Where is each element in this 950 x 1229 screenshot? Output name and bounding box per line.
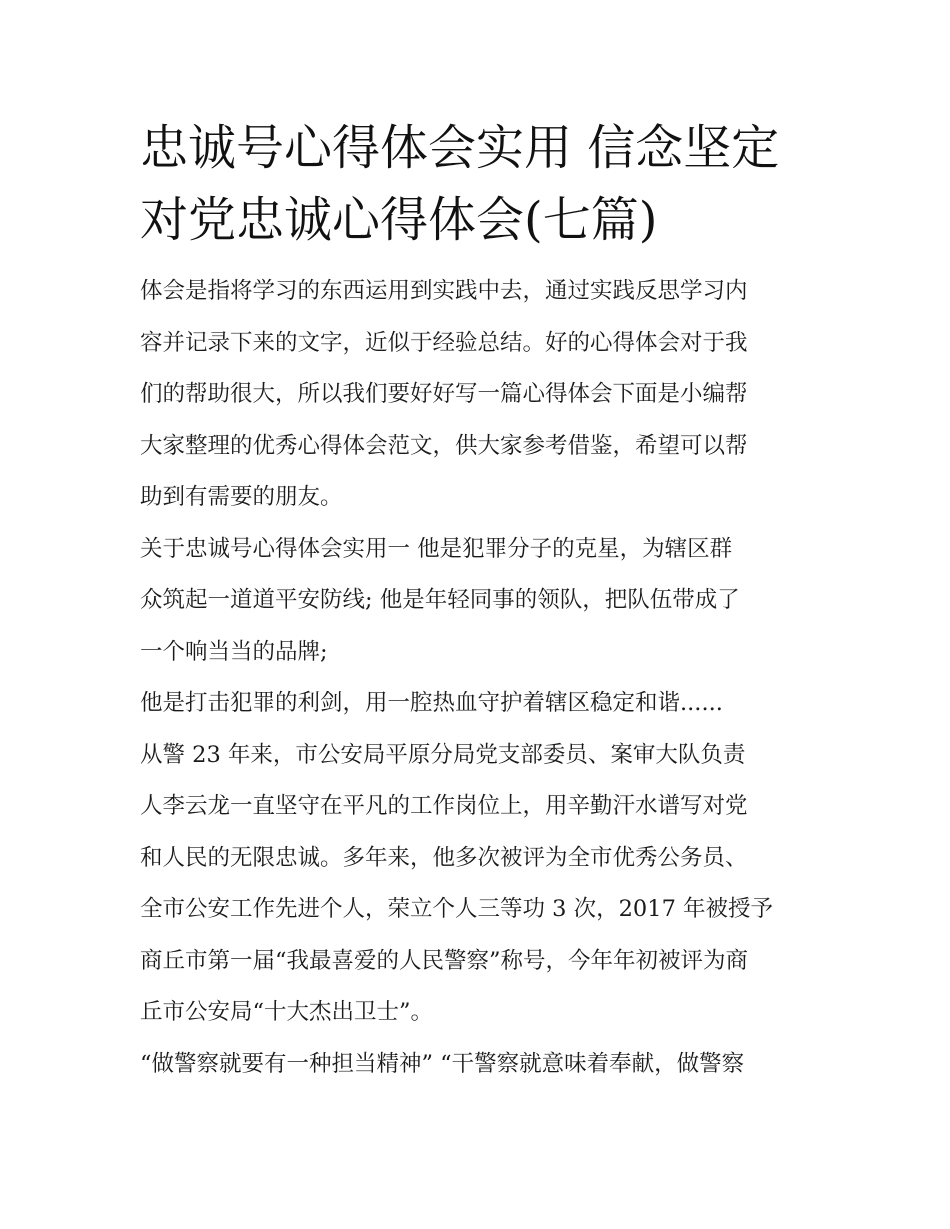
- body-line: 丘市公安局“十大杰出卫士”。: [140, 999, 434, 1025]
- document-title: [140, 112, 820, 256]
- body-line: 和人民的无限忠诚。多年来，他多次被评为全市优秀公务员、: [140, 844, 748, 871]
- body-line: 助到有需要的朋友。: [140, 484, 343, 510]
- body-line: 一个响当当的品牌;: [140, 638, 328, 665]
- body-line: “做警察就要有一种担当精神” “干警察就意味着奉献，做警察: [140, 1050, 745, 1077]
- body-line: 人李云龙一直坚守在平凡的工作岗位上，用辛勤汗水谱写对党: [140, 793, 748, 819]
- body-line: 商丘市第一届“我最喜爱的人民警察”称号，今年年初被评为商: [140, 947, 749, 974]
- body-line: 众筑起一道道平安防线; 他是年轻同事的领队，把队伍带成了: [140, 587, 740, 613]
- body-line: 从警 23 年来，市公安局平原分局党支部委员、案审大队负责: [140, 741, 746, 768]
- body-line: 大家整理的优秀心得体会范文，供大家参考借鉴，希望可以帮: [140, 432, 748, 459]
- document-body: [140, 266, 820, 1090]
- body-line: 全市公安工作先进个人，荣立个人三等功 3 次，2017 年被授予: [140, 896, 774, 922]
- body-line: 他是打击犯罪的利剑，用一腔热血守护着辖区稳定和谐......: [140, 690, 723, 716]
- title-line-2: 对党忠诚心得体会(七篇): [140, 192, 658, 248]
- document-page: [140, 112, 820, 1090]
- body-line: 关于忠诚号心得体会实用一 他是犯罪分子的克星，为辖区群: [140, 535, 733, 562]
- body-line: 容并记录下来的文字，近似于经验总结。好的心得体会对于我: [140, 329, 748, 356]
- body-line: 体会是指将学习的东西运用到实践中去，通过实践反思学习内: [140, 278, 748, 304]
- title-line-1: 忠诚号心得体会实用 信念坚定: [140, 120, 780, 176]
- body-line: 们的帮助很大，所以我们要好好写一篇心得体会下面是小编帮: [140, 381, 748, 407]
